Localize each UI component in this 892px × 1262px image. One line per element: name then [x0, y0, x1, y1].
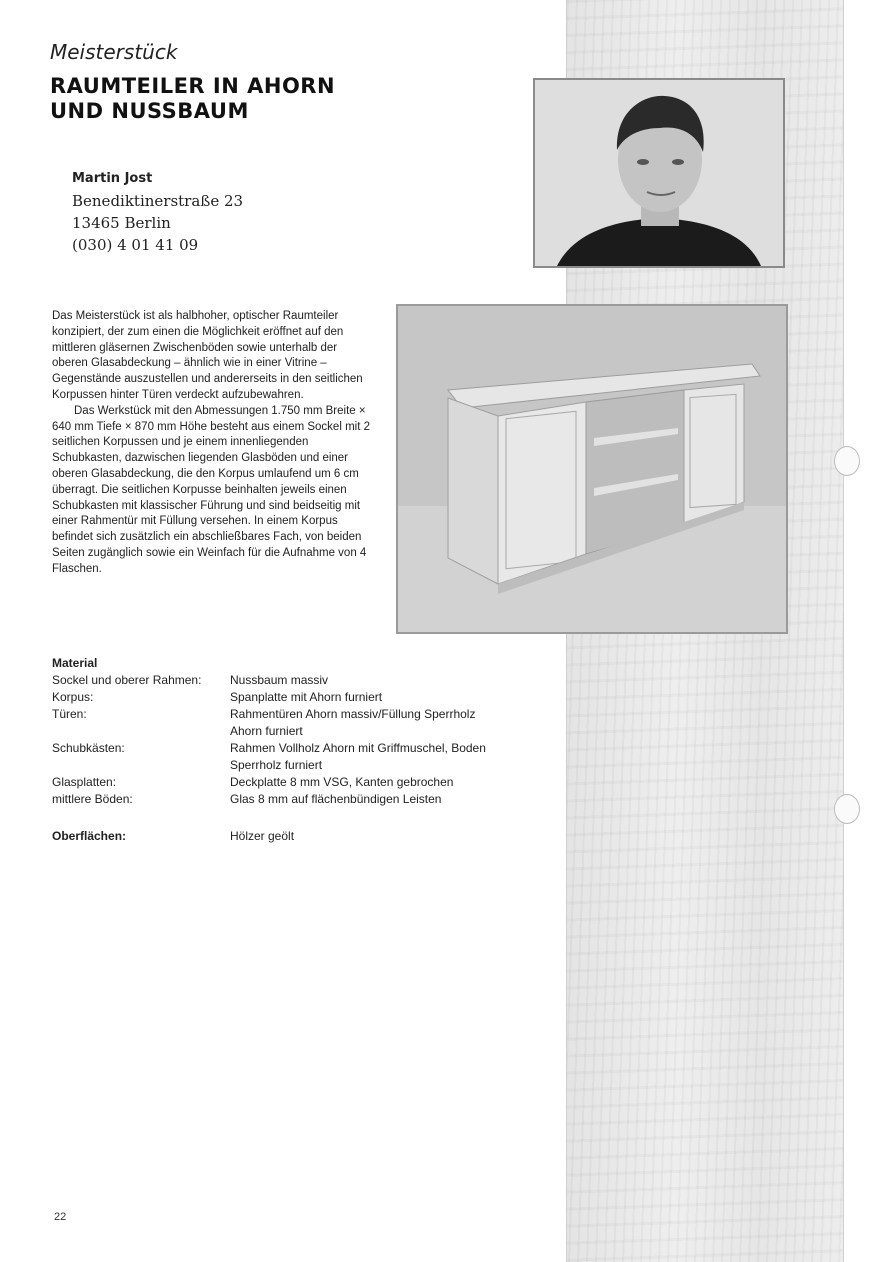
- surface-row: [52, 828, 522, 845]
- contact-city: 13465 Berlin: [72, 214, 171, 232]
- material-value: Rahmen Vollholz Ahorn mit Griffmuschel, Boden Sperrholz furniert: [230, 741, 486, 772]
- material-row: [52, 672, 522, 689]
- material-row: [52, 740, 522, 774]
- material-row: [52, 706, 522, 740]
- material-value: Spanplatte mit Ahorn furniert: [230, 690, 383, 704]
- material-label: Glasplatten:: [52, 775, 117, 789]
- surface-label: Oberflächen:: [52, 829, 127, 843]
- room-divider-illustration: [398, 306, 786, 632]
- contact-phone: (030) 4 01 41 09: [72, 236, 199, 254]
- material-label: Türen:: [52, 707, 87, 721]
- material-value: Rahmentüren Ahorn massiv/Füllung Sperrholz Ahorn furniert: [230, 707, 476, 738]
- page-title: [50, 74, 470, 124]
- title-line-1: RAUMTEILER IN AHORN: [50, 74, 336, 98]
- punch-hole-top: [834, 446, 860, 476]
- material-row: [52, 791, 522, 808]
- material-section: [52, 655, 522, 808]
- description-paragraph-2: Das Werkstück mit den Abmessungen 1.750 mm Breite × 640 mm Tiefe × 870 mm Höhe besteht aus einem Sockel mit 2 seitlichen Korpussen und je einem innenliegenden Schubkasten, dazwischen liegenden Glasböden und einer oberen Glasabdeckung, die den Korpus umlaufend um 6 cm überragt. Die seitlichen Korpusse beinhalten jeweils einen Schubkasten mit klassischer Führung und sind beidseitig mit einer Rahmentür mit Füllung versehen. In einem Korpus befindet sich zusätzlich ein abschließbares Fach, von beiden Seiten zugänglich sowie ein Weinfach für die Aufnahme von 4 Flaschen.: [52, 404, 371, 575]
- furniture-photo: [396, 304, 788, 634]
- material-value: Nussbaum massiv: [230, 673, 329, 687]
- kicker: Meisterstück: [50, 40, 178, 64]
- material-value: Glas 8 mm auf flächenbündigen Leisten: [230, 792, 442, 806]
- material-heading: Material: [52, 656, 98, 670]
- material-row: [52, 689, 522, 706]
- material-label: mittlere Böden:: [52, 792, 133, 806]
- punch-hole-bottom: [834, 794, 860, 824]
- contact-street: Benediktinerstraße 23: [72, 192, 244, 210]
- material-label: Korpus:: [52, 690, 94, 704]
- material-label: Sockel und oberer Rahmen:: [52, 673, 202, 687]
- description-text: [52, 309, 376, 578]
- material-row: [52, 774, 522, 791]
- description-paragraph-1: Das Meisterstück ist als halbhoher, optischer Raumteiler konzipiert, der zum einen die Möglichkeit eröffnet auf den mittleren gläsernen Zwischenböden sowie unterhalb der oberen Glasabdeckung – ähnlich wie in einer Vitrine – Gegenstände auszustellen und andererseits in den seitlichen Korpussen hinter Türen verdeckt aufzubewahren.: [52, 310, 363, 401]
- material-value: Deckplatte 8 mm VSG, Kanten gebrochen: [230, 775, 454, 789]
- contact-name: Martin Jost: [72, 171, 153, 186]
- contact-block: [72, 168, 243, 256]
- surface-value: Hölzer geölt: [230, 829, 295, 843]
- page-number: 22: [54, 1211, 67, 1223]
- portrait-illustration: [535, 80, 783, 266]
- portrait-photo: [533, 78, 785, 268]
- material-label: Schubkästen:: [52, 741, 125, 755]
- title-line-2: UND NUSSBAUM: [50, 99, 249, 123]
